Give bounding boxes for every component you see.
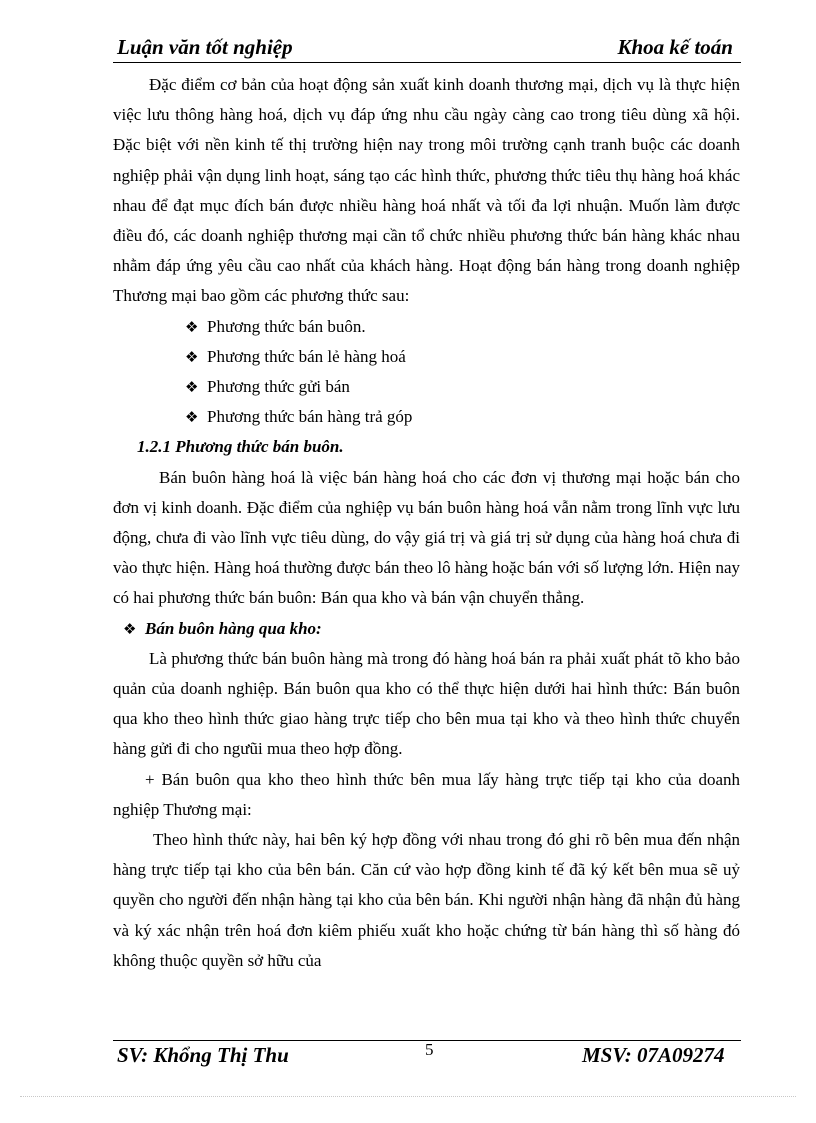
list-item-text: Phương thức bán lẻ hàng hoá xyxy=(207,346,406,366)
page-edge-divider xyxy=(20,1096,796,1097)
section-heading-wholesale: 1.2.1 Phương thức bán buôn. xyxy=(137,437,344,457)
diamond-bullet-icon: ❖ xyxy=(185,317,199,336)
diamond-bullet-icon: ❖ xyxy=(123,619,137,638)
sub-heading-warehouse xyxy=(113,614,740,644)
diamond-bullet-icon: ❖ xyxy=(185,408,199,427)
list-item-text: Phương thức gửi bán xyxy=(207,377,350,397)
wholesale-paragraph: Bán buôn hàng hoá là việc bán hàng hoá cho các đơn vị thương mại hoặc bán cho đơn vị kinh doanh. Đặc điểm của nghiệp vụ bán buôn hàng hoá vẫn nằm trong lĩnh vực lưu động, chưa đi vào lĩnh vực tiêu dùng, do vậy giá trị và giá trị sử dụng của hàng hoá chưa đi vào thực hiện. Hàng hoá thường được bán theo lô hàng hoặc bán với số lượng lớn. Hiện nay có hai phương thức bán buôn: Bán qua kho và bán vận chuyển thẳng. xyxy=(113,467,740,608)
diamond-bullet-icon: ❖ xyxy=(185,378,199,397)
warehouse-paragraph: Là phương thức bán buôn hàng mà trong đó hàng hoá bán ra phải xuất phát tõ kho bảo quản của doanh nghiệp. Bán buôn qua kho có thể thực hiện dưới hai hình thức: Bán buôn qua kho theo hình thức giao hàng trực tiếp cho bên mua tại kho và theo hình thức chuyển hàng gửi đi cho ngưũi mua theo hợp đồng. xyxy=(113,648,740,759)
direct-pickup-detail-paragraph: Theo hình thức này, hai bên ký hợp đồng với nhau trong đó ghi rõ bên mua đến nhận hàng trực tiếp tại kho của bên bán. Căn cứ vào hợp đồng kinh tế đã ký kết bên mua sẽ uỷ quyền cho người đến nhận hàng tại kho của bên bán. Khi người nhận hàng đã nhận đủ hàng và ký xác nhận trên hoá đơn kiêm phiếu xuất kho hoặc chứng từ bán hàng thì số hàng đó không thuộc quyền sở hữu của xyxy=(113,830,740,970)
list-item xyxy=(185,342,740,372)
header-faculty: Khoa kế toán xyxy=(617,35,733,59)
list-item-text: Phương thức bán buôn. xyxy=(207,316,366,336)
page-number: 5 xyxy=(425,1040,434,1059)
header-thesis-title: Luận văn tốt nghiệp xyxy=(117,35,293,59)
page-header xyxy=(113,34,741,63)
list-item xyxy=(185,402,740,432)
list-item xyxy=(185,312,740,342)
list-item-text: Phương thức bán hàng trả góp xyxy=(207,407,413,427)
footer-student-id: MSV: 07A09274 xyxy=(582,1043,725,1067)
direct-pickup-paragraph: + Bán buôn qua kho theo hình thức bên mua lấy hàng trực tiếp tại kho của doanh nghiệp Thương mại: xyxy=(113,769,740,819)
diamond-bullet-icon: ❖ xyxy=(185,347,199,366)
page-body xyxy=(113,70,740,976)
sales-methods-list xyxy=(113,312,740,433)
intro-paragraph: Đặc điểm cơ bản của hoạt động sản xuất kinh doanh thương mại, dịch vụ là thực hiện việc lưu thông hàng hoá, dịch vụ đáp ứng nhu cầu ngày càng cao trong tiêu dùng xã hội. Đặc biệt với nền kinh tế thị trường hiện nay trong môi trường cạnh tranh buộc các doanh nghiệp phải vận dụng linh hoạt, sáng tạo các hình thức, phương thức tiêu thụ hàng hoá khác nhau để đạt mục đích bán được nhiều hàng hoá nhất và tối đa lợi nhuận. Muốn làm được điều đó, các doanh nghiệp thương mại cần tổ chức nhiều phương thức bán hàng khác nhau nhằm đáp ứng yêu cầu cao nhất của khách hàng. Hoạt động bán hàng trong doanh nghiệp Thương mại bao gồm các phương thức sau: xyxy=(113,75,740,306)
sub-heading-text: Bán buôn hàng qua kho: xyxy=(145,618,322,638)
list-item xyxy=(185,372,740,402)
footer-student-name: SV: Khổng Thị Thu xyxy=(117,1043,289,1067)
